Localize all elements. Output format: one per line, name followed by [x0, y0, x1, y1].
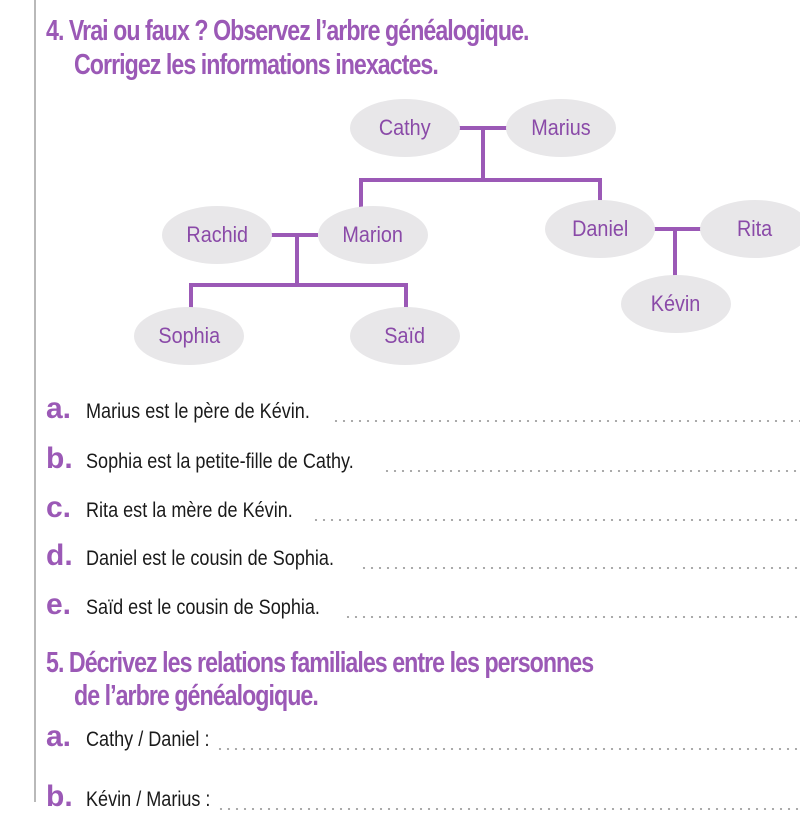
- tree-node-kevin: Kévin: [621, 275, 731, 333]
- statement-c: [46, 493, 800, 527]
- statement-letter: b.: [46, 442, 73, 475]
- answer-dotted-line[interactable]: [360, 567, 800, 569]
- tree-node-marion: Marion: [318, 206, 428, 264]
- statement-text: Sophia est la petite-fille de Cathy.: [86, 450, 354, 473]
- answer-dotted-line[interactable]: [312, 519, 800, 521]
- exercise-5-title-line1: 5. Décrivez les relations familiales entre les personnes: [46, 647, 594, 679]
- tree-node-cathy: Cathy: [350, 99, 460, 157]
- answer-dotted-line[interactable]: [217, 808, 800, 810]
- statement-letter: c.: [46, 491, 72, 524]
- statement-letter: a.: [46, 392, 72, 425]
- tree-node-rita: Rita: [700, 200, 800, 258]
- statement-letter: d.: [46, 539, 73, 572]
- item-letter: b.: [46, 780, 73, 813]
- statement-text: Daniel est le cousin de Sophia.: [86, 547, 334, 570]
- answer-dotted-line[interactable]: [332, 420, 800, 422]
- tree-node-sophia: Sophia: [134, 307, 244, 365]
- exercise-5-title-line2: de l’arbre généalogique.: [74, 680, 318, 712]
- item-text: Cathy / Daniel :: [86, 728, 210, 751]
- answer-dotted-line[interactable]: [383, 470, 800, 472]
- statement-a: [46, 394, 800, 428]
- answer-dotted-line[interactable]: [344, 616, 800, 618]
- statement-e: [46, 590, 800, 624]
- statement-letter: e.: [46, 588, 72, 621]
- item-text: Kévin / Marius :: [86, 788, 211, 811]
- item-letter: a.: [46, 720, 72, 753]
- statement-text: Saïd est le cousin de Sophia.: [86, 596, 320, 619]
- tree-node-said: Saïd: [350, 307, 460, 365]
- exercise-5-item-a: [46, 722, 800, 756]
- tree-node-marius: Marius: [506, 99, 616, 157]
- tree-node-rachid: Rachid: [162, 206, 272, 264]
- statement-text: Marius est le père de Kévin.: [86, 400, 310, 423]
- tree-node-daniel: Daniel: [545, 200, 655, 258]
- statement-text: Rita est la mère de Kévin.: [86, 499, 293, 522]
- exercise-4-title-line2: Corrigez les informations inexactes.: [74, 49, 438, 81]
- answer-dotted-line[interactable]: [216, 748, 800, 750]
- exercise-4-title-line1: 4. Vrai ou faux ? Observez l’arbre généalogique.: [46, 15, 529, 47]
- statement-b: [46, 444, 800, 478]
- statement-d: [46, 541, 800, 575]
- exercise-5-item-b: [46, 782, 800, 816]
